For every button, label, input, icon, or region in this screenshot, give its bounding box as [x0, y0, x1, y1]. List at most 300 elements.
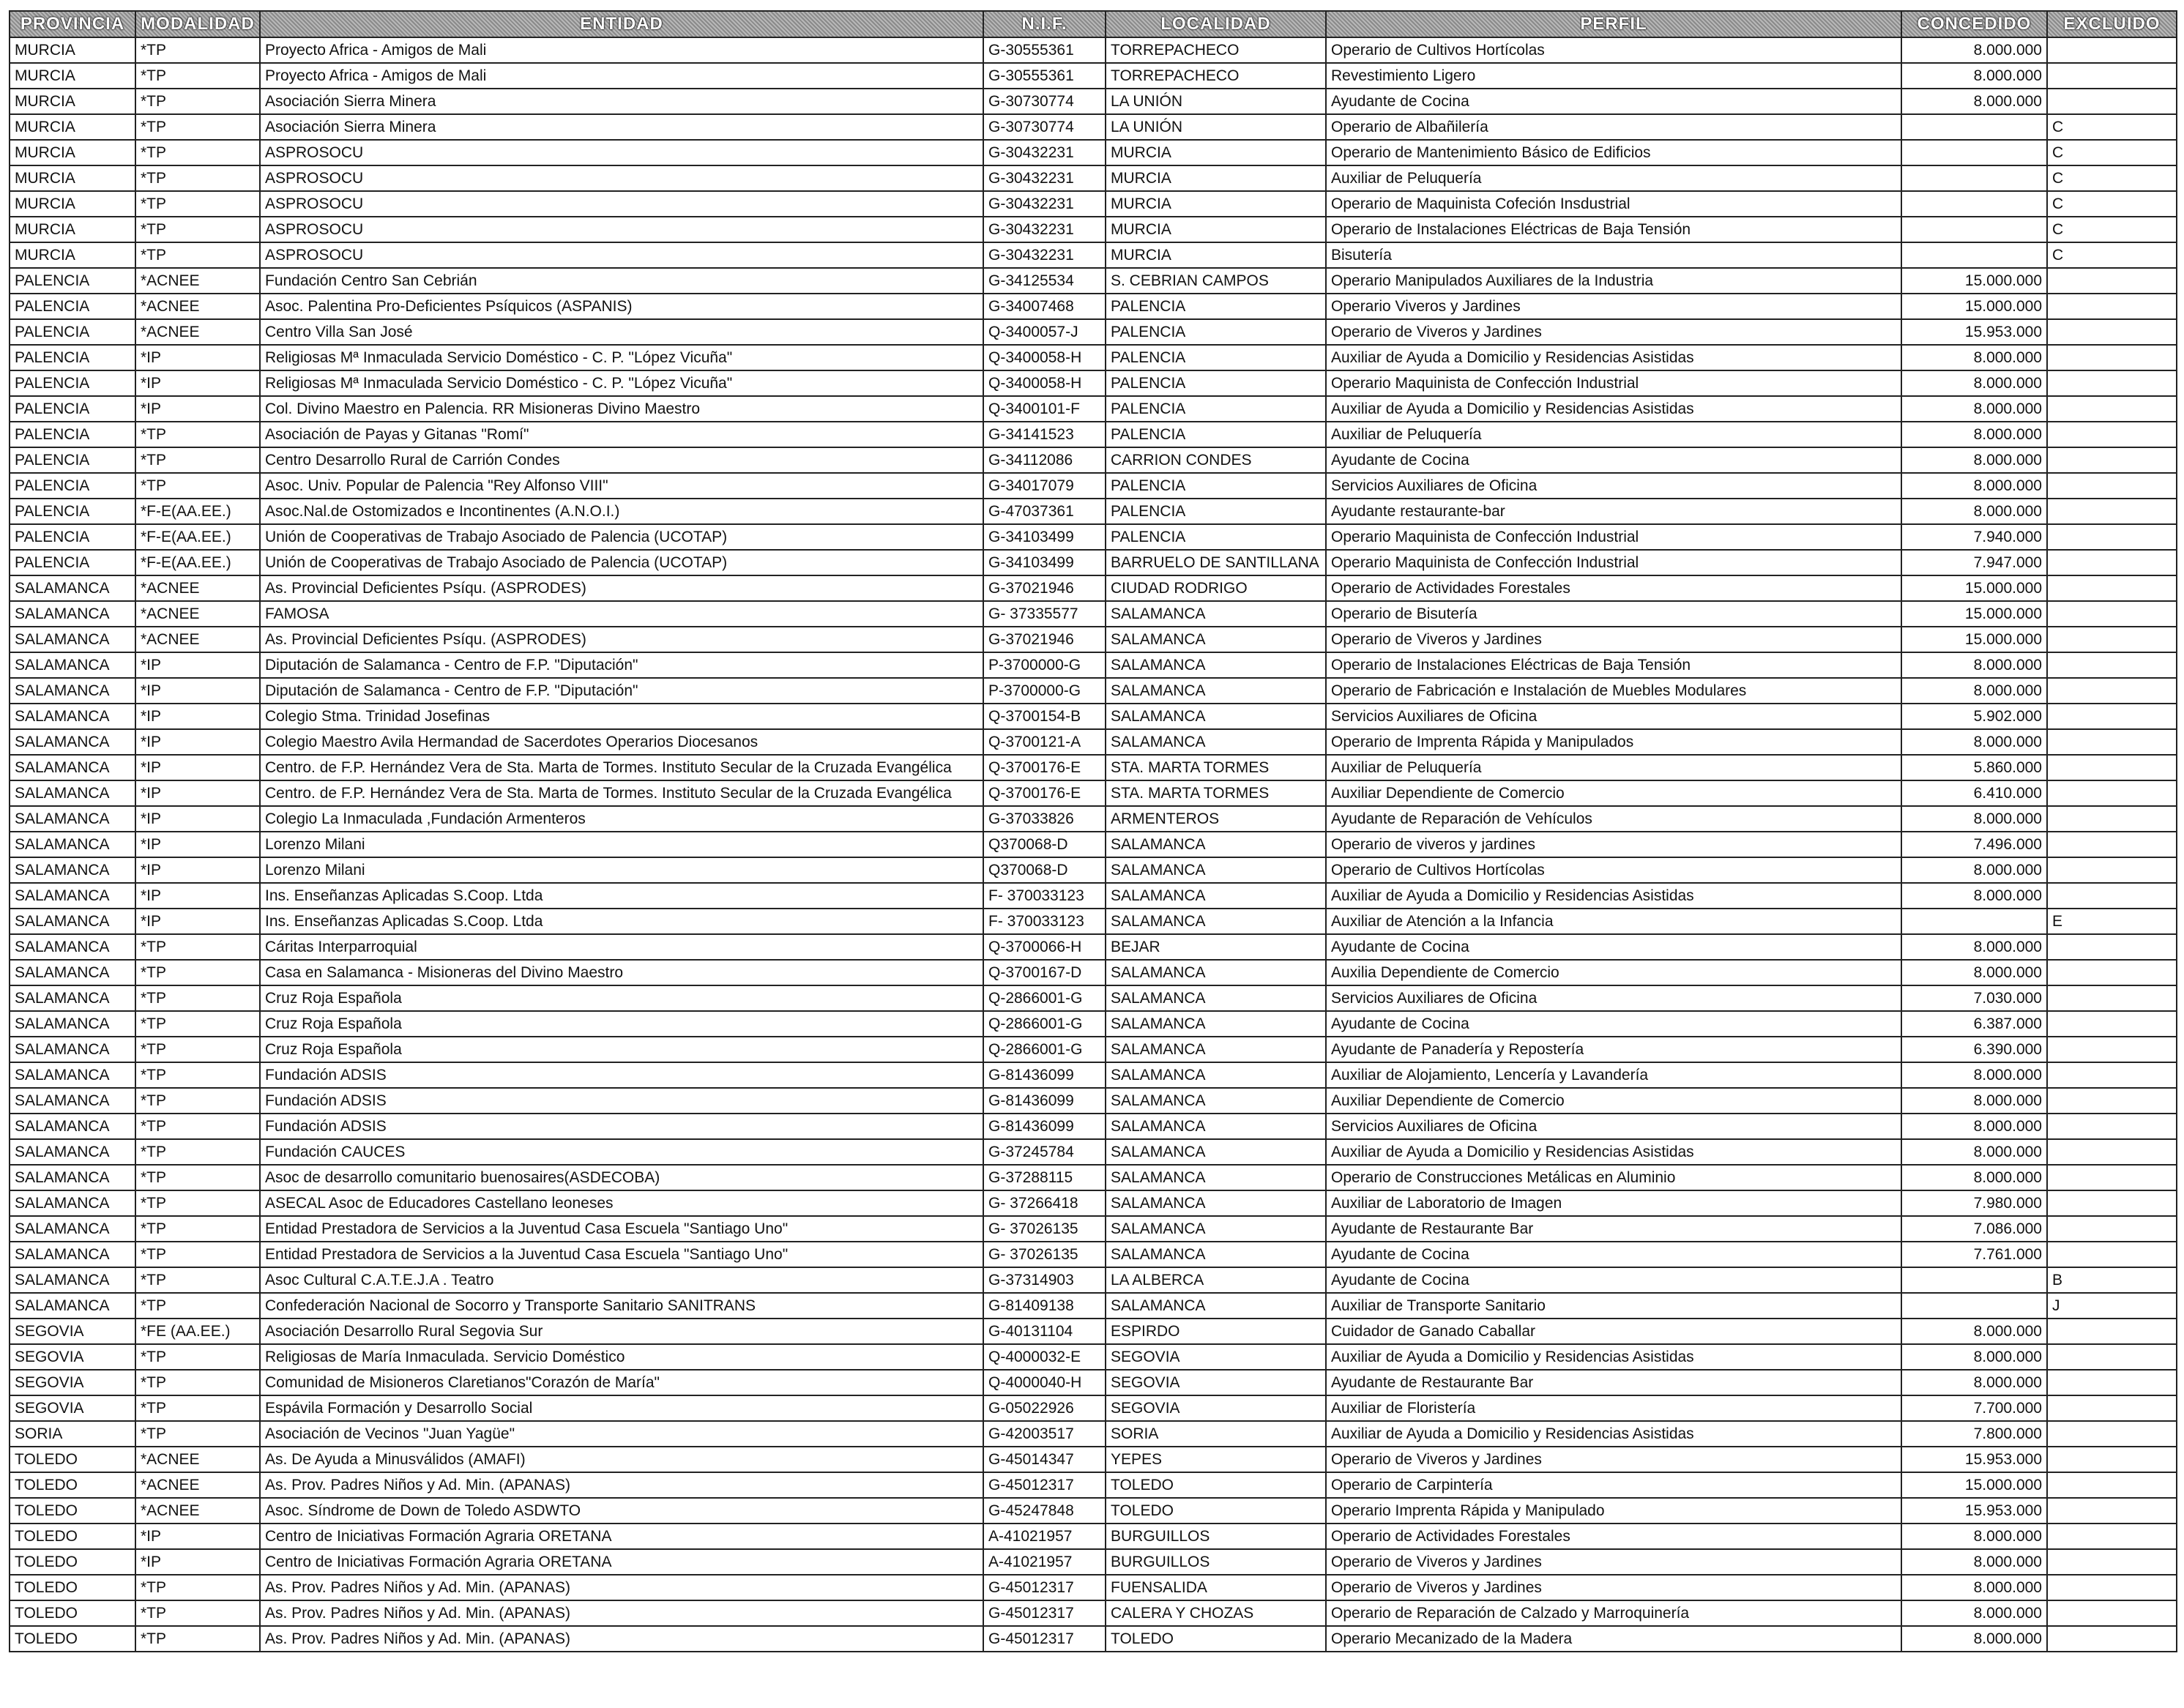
cell-concedido: 8.000.000 [1901, 1575, 2047, 1600]
cell-provincia: MURCIA [10, 140, 135, 165]
cell-perfil: Revestimiento Ligero [1326, 63, 1901, 89]
cell-nif: Q-3400058-H [983, 345, 1106, 370]
cell-nif: G-81436099 [983, 1114, 1106, 1139]
table-row [10, 678, 2177, 704]
cell-provincia: SALAMANCA [10, 960, 135, 985]
cell-nif: G-30432231 [983, 242, 1106, 268]
cell-concedido: 7.947.000 [1901, 550, 2047, 575]
header-excluido: EXCLUIDO [2047, 11, 2177, 37]
cell-nif: Q-3700176-E [983, 755, 1106, 780]
cell-concedido: 8.000.000 [1901, 729, 2047, 755]
cell-modalidad: *TP [135, 422, 260, 447]
cell-modalidad: *IP [135, 883, 260, 909]
cell-modalidad: *TP [135, 165, 260, 191]
cell-nif: F- 370033123 [983, 909, 1106, 934]
cell-provincia: PALENCIA [10, 345, 135, 370]
cell-nif: G- 37026135 [983, 1242, 1106, 1267]
cell-modalidad: *TP [135, 1062, 260, 1088]
cell-perfil: Operario de Viveros y Jardines [1326, 1549, 1901, 1575]
cell-excluido [2047, 806, 2177, 832]
cell-nif: A-41021957 [983, 1549, 1106, 1575]
cell-entidad: Centro. de F.P. Hernández Vera de Sta. Marta de Tormes. Instituto Secular de la Cruzada Evangélica [260, 755, 983, 780]
cell-modalidad: *IP [135, 909, 260, 934]
table-row [10, 857, 2177, 883]
cell-provincia: TOLEDO [10, 1524, 135, 1549]
cell-nif: G-30730774 [983, 89, 1106, 114]
cell-provincia: SALAMANCA [10, 1088, 135, 1114]
cell-localidad: YEPES [1106, 1447, 1326, 1472]
cell-excluido [2047, 1626, 2177, 1652]
cell-perfil: Operario Maquinista de Confección Industrial [1326, 524, 1901, 550]
table-row [10, 140, 2177, 165]
cell-localidad: PALENCIA [1106, 422, 1326, 447]
cell-entidad: Cruz Roja Española [260, 1011, 983, 1037]
cell-concedido: 8.000.000 [1901, 37, 2047, 63]
cell-perfil: Operario de Viveros y Jardines [1326, 319, 1901, 345]
cell-excluido [2047, 294, 2177, 319]
cell-nif: G- 37266418 [983, 1190, 1106, 1216]
cell-concedido: 7.980.000 [1901, 1190, 2047, 1216]
cell-excluido [2047, 63, 2177, 89]
cell-perfil: Operario de Albañilería [1326, 114, 1901, 140]
cell-concedido: 5.902.000 [1901, 704, 2047, 729]
cell-nif: G-34103499 [983, 550, 1106, 575]
cell-excluido [2047, 1114, 2177, 1139]
cell-concedido: 7.496.000 [1901, 832, 2047, 857]
cell-nif: G-30555361 [983, 37, 1106, 63]
cell-nif: G-05022926 [983, 1395, 1106, 1421]
table-row [10, 1139, 2177, 1165]
cell-entidad: As. Prov. Padres Niños y Ad. Min. (APANAS) [260, 1575, 983, 1600]
table-row [10, 780, 2177, 806]
cell-perfil: Operario Viveros y Jardines [1326, 294, 1901, 319]
cell-perfil: Auxiliar de Alojamiento, Lencería y Lavandería [1326, 1062, 1901, 1088]
cell-entidad: Diputación de Salamanca - Centro de F.P. "Diputación" [260, 652, 983, 678]
cell-concedido: 15.000.000 [1901, 627, 2047, 652]
cell-entidad: As. De Ayuda a Minusválidos (AMAFI) [260, 1447, 983, 1472]
cell-provincia: SALAMANCA [10, 1216, 135, 1242]
cell-nif: G-30432231 [983, 140, 1106, 165]
cell-provincia: PALENCIA [10, 422, 135, 447]
table-row [10, 755, 2177, 780]
cell-excluido [2047, 345, 2177, 370]
cell-provincia: SALAMANCA [10, 1293, 135, 1319]
cell-nif: G-45012317 [983, 1575, 1106, 1600]
cell-localidad: SALAMANCA [1106, 960, 1326, 985]
cell-nif: P-3700000-G [983, 652, 1106, 678]
table-row [10, 1293, 2177, 1319]
cell-perfil: Operario de Carpintería [1326, 1472, 1901, 1498]
cell-perfil: Ayudante de Cocina [1326, 1267, 1901, 1293]
cell-concedido: 7.800.000 [1901, 1421, 2047, 1447]
table-row [10, 165, 2177, 191]
cell-provincia: SEGOVIA [10, 1370, 135, 1395]
header-modalidad: MODALIDAD [135, 11, 260, 37]
cell-provincia: TOLEDO [10, 1575, 135, 1600]
cell-perfil: Bisutería [1326, 242, 1901, 268]
cell-provincia: TOLEDO [10, 1549, 135, 1575]
cell-localidad: PALENCIA [1106, 396, 1326, 422]
cell-nif: Q-4000040-H [983, 1370, 1106, 1395]
cell-modalidad: *TP [135, 1370, 260, 1395]
cell-entidad: Diputación de Salamanca - Centro de F.P. "Diputación" [260, 678, 983, 704]
cell-excluido [2047, 832, 2177, 857]
cell-excluido [2047, 934, 2177, 960]
cell-entidad: Cruz Roja Española [260, 985, 983, 1011]
cell-modalidad: *IP [135, 857, 260, 883]
cell-excluido [2047, 1498, 2177, 1524]
cell-concedido [1901, 165, 2047, 191]
cell-localidad: STA. MARTA TORMES [1106, 780, 1326, 806]
cell-entidad: Proyecto Africa - Amigos de Mali [260, 63, 983, 89]
cell-excluido: C [2047, 140, 2177, 165]
cell-modalidad: *TP [135, 1395, 260, 1421]
cell-modalidad: *TP [135, 1114, 260, 1139]
cell-provincia: MURCIA [10, 242, 135, 268]
cell-modalidad: *TP [135, 1267, 260, 1293]
cell-perfil: Auxiliar de Ayuda a Domicilio y Residencias Asistidas [1326, 1421, 1901, 1447]
cell-excluido [2047, 1319, 2177, 1344]
cell-modalidad: *IP [135, 806, 260, 832]
cell-concedido: 8.000.000 [1901, 883, 2047, 909]
header-row [10, 11, 2177, 37]
cell-entidad: Cáritas Interparroquial [260, 934, 983, 960]
cell-perfil: Auxiliar de Ayuda a Domicilio y Residencias Asistidas [1326, 345, 1901, 370]
cell-concedido: 8.000.000 [1901, 473, 2047, 499]
cell-perfil: Operario de Bisutería [1326, 601, 1901, 627]
cell-modalidad: *TP [135, 242, 260, 268]
cell-provincia: SALAMANCA [10, 1037, 135, 1062]
cell-entidad: Asoc.Nal.de Ostomizados e Incontinentes (A.N.O.I.) [260, 499, 983, 524]
cell-excluido [2047, 1370, 2177, 1395]
cell-nif: G-81409138 [983, 1293, 1106, 1319]
table-row [10, 704, 2177, 729]
cell-excluido [2047, 370, 2177, 396]
cell-entidad: Colegio La Inmaculada ,Fundación Armenteros [260, 806, 983, 832]
cell-perfil: Auxiliar de Floristería [1326, 1395, 1901, 1421]
cell-perfil: Operario de Imprenta Rápida y Manipulados [1326, 729, 1901, 755]
cell-concedido: 15.953.000 [1901, 1498, 2047, 1524]
cell-provincia: MURCIA [10, 37, 135, 63]
cell-excluido [2047, 319, 2177, 345]
cell-modalidad: *IP [135, 678, 260, 704]
cell-entidad: Religiosas Mª Inmaculada Servicio Doméstico - C. P. "López Vicuña" [260, 345, 983, 370]
cell-concedido: 8.000.000 [1901, 499, 2047, 524]
table-row [10, 806, 2177, 832]
cell-concedido: 8.000.000 [1901, 1114, 2047, 1139]
cell-modalidad: *IP [135, 755, 260, 780]
cell-entidad: Asociación Sierra Minera [260, 89, 983, 114]
cell-localidad: CARRION CONDES [1106, 447, 1326, 473]
cell-localidad: SALAMANCA [1106, 1165, 1326, 1190]
cell-modalidad: *ACNEE [135, 575, 260, 601]
table-row [10, 37, 2177, 63]
cell-modalidad: *IP [135, 832, 260, 857]
cell-provincia: SALAMANCA [10, 755, 135, 780]
cell-concedido: 15.000.000 [1901, 268, 2047, 294]
cell-perfil: Auxiliar de Peluquería [1326, 165, 1901, 191]
cell-localidad: SALAMANCA [1106, 1088, 1326, 1114]
header-nif: N.I.F. [983, 11, 1106, 37]
cell-modalidad: *TP [135, 447, 260, 473]
cell-entidad: ASPROSOCU [260, 165, 983, 191]
cell-entidad: Asociación Sierra Minera [260, 114, 983, 140]
cell-entidad: Asoc Cultural C.A.T.E.J.A . Teatro [260, 1267, 983, 1293]
cell-provincia: SALAMANCA [10, 909, 135, 934]
table-row [10, 499, 2177, 524]
cell-provincia: SEGOVIA [10, 1395, 135, 1421]
table-row [10, 422, 2177, 447]
cell-concedido: 6.410.000 [1901, 780, 2047, 806]
cell-excluido [2047, 1600, 2177, 1626]
cell-perfil: Operario de Cultivos Hortícolas [1326, 857, 1901, 883]
cell-localidad: BARRUELO DE SANTILLANA [1106, 550, 1326, 575]
table-row [10, 1421, 2177, 1447]
cell-concedido: 8.000.000 [1901, 1626, 2047, 1652]
cell-localidad: SALAMANCA [1106, 678, 1326, 704]
cell-provincia: PALENCIA [10, 447, 135, 473]
cell-nif: Q-3400058-H [983, 370, 1106, 396]
cell-localidad: BEJAR [1106, 934, 1326, 960]
cell-excluido: C [2047, 191, 2177, 217]
cell-modalidad: *TP [135, 114, 260, 140]
cell-excluido: C [2047, 217, 2177, 242]
cell-modalidad: *TP [135, 1575, 260, 1600]
cell-localidad: SALAMANCA [1106, 652, 1326, 678]
table-row [10, 1447, 2177, 1472]
cell-provincia: SALAMANCA [10, 1267, 135, 1293]
cell-nif: G-34112086 [983, 447, 1106, 473]
cell-perfil: Auxiliar de Peluquería [1326, 755, 1901, 780]
cell-concedido: 7.940.000 [1901, 524, 2047, 550]
cell-perfil: Operario de Viveros y Jardines [1326, 1447, 1901, 1472]
table-row [10, 268, 2177, 294]
cell-provincia: SALAMANCA [10, 832, 135, 857]
cell-localidad: PALENCIA [1106, 345, 1326, 370]
cell-entidad: Proyecto Africa - Amigos de Mali [260, 37, 983, 63]
cell-nif: F- 370033123 [983, 883, 1106, 909]
cell-localidad: SALAMANCA [1106, 1242, 1326, 1267]
cell-entidad: As. Prov. Padres Niños y Ad. Min. (APANAS) [260, 1600, 983, 1626]
cell-excluido [2047, 473, 2177, 499]
cell-nif: G-30432231 [983, 191, 1106, 217]
cell-nif: Q-3400101-F [983, 396, 1106, 422]
cell-perfil: Operario Mecanizado de la Madera [1326, 1626, 1901, 1652]
table-row [10, 319, 2177, 345]
cell-concedido [1901, 909, 2047, 934]
cell-modalidad: *F-E(AA.EE.) [135, 524, 260, 550]
cell-nif: Q-2866001-G [983, 985, 1106, 1011]
cell-modalidad: *TP [135, 89, 260, 114]
table-row [10, 1575, 2177, 1600]
cell-modalidad: *ACNEE [135, 1447, 260, 1472]
cell-perfil: Operario de Actividades Forestales [1326, 575, 1901, 601]
table-row [10, 1037, 2177, 1062]
cell-excluido [2047, 678, 2177, 704]
cell-nif: G-45247848 [983, 1498, 1106, 1524]
cell-provincia: SALAMANCA [10, 1165, 135, 1190]
cell-provincia: SORIA [10, 1421, 135, 1447]
table-row [10, 1088, 2177, 1114]
table-row [10, 1370, 2177, 1395]
cell-localidad: MURCIA [1106, 165, 1326, 191]
cell-localidad: BURGUILLOS [1106, 1549, 1326, 1575]
cell-nif: G-30432231 [983, 217, 1106, 242]
cell-provincia: SALAMANCA [10, 1011, 135, 1037]
table-row [10, 370, 2177, 396]
cell-provincia: PALENCIA [10, 550, 135, 575]
cell-excluido: B [2047, 1267, 2177, 1293]
cell-modalidad: *TP [135, 1139, 260, 1165]
cell-localidad: SALAMANCA [1106, 1190, 1326, 1216]
cell-perfil: Servicios Auxiliares de Oficina [1326, 1114, 1901, 1139]
cell-modalidad: *IP [135, 704, 260, 729]
cell-perfil: Auxilia Dependiente de Comercio [1326, 960, 1901, 985]
cell-localidad: LA UNIÓN [1106, 114, 1326, 140]
cell-localidad: SALAMANCA [1106, 1139, 1326, 1165]
cell-entidad: Colegio Maestro Avila Hermandad de Sacerdotes Operarios Diocesanos [260, 729, 983, 755]
cell-excluido [2047, 1216, 2177, 1242]
cell-entidad: ASECAL Asoc de Educadores Castellano leoneses [260, 1190, 983, 1216]
cell-excluido [2047, 780, 2177, 806]
cell-perfil: Operario de Fabricación e Instalación de Muebles Modulares [1326, 678, 1901, 704]
cell-entidad: Centro. de F.P. Hernández Vera de Sta. Marta de Tormes. Instituto Secular de la Cruzada Evangélica [260, 780, 983, 806]
cell-concedido: 15.000.000 [1901, 601, 2047, 627]
cell-perfil: Auxiliar de Ayuda a Domicilio y Residencias Asistidas [1326, 1344, 1901, 1370]
cell-excluido [2047, 729, 2177, 755]
table-row [10, 550, 2177, 575]
cell-localidad: SALAMANCA [1106, 857, 1326, 883]
cell-provincia: PALENCIA [10, 294, 135, 319]
table-row [10, 1242, 2177, 1267]
cell-excluido: E [2047, 909, 2177, 934]
cell-provincia: SALAMANCA [10, 806, 135, 832]
table-row [10, 1524, 2177, 1549]
cell-nif: Q-3700066-H [983, 934, 1106, 960]
cell-concedido: 8.000.000 [1901, 1088, 2047, 1114]
cell-nif: G-30730774 [983, 114, 1106, 140]
cell-localidad: LA ALBERCA [1106, 1267, 1326, 1293]
cell-modalidad: *TP [135, 960, 260, 985]
cell-concedido: 8.000.000 [1901, 1062, 2047, 1088]
cell-localidad: SALAMANCA [1106, 729, 1326, 755]
cell-modalidad: *ACNEE [135, 319, 260, 345]
cell-entidad: Religiosas de María Inmaculada. Servicio Doméstico [260, 1344, 983, 1370]
table-row [10, 294, 2177, 319]
cell-nif: G-37245784 [983, 1139, 1106, 1165]
cell-modalidad: *TP [135, 140, 260, 165]
cell-modalidad: *TP [135, 1190, 260, 1216]
cell-localidad: SEGOVIA [1106, 1370, 1326, 1395]
cell-entidad: Ins. Enseñanzas Aplicadas S.Coop. Ltda [260, 883, 983, 909]
table-row [10, 985, 2177, 1011]
table-row [10, 1319, 2177, 1344]
cell-modalidad: *TP [135, 473, 260, 499]
cell-modalidad: *F-E(AA.EE.) [135, 550, 260, 575]
table-body [10, 37, 2177, 1652]
cell-perfil: Auxiliar de Atención a la Infancia [1326, 909, 1901, 934]
cell-provincia: SALAMANCA [10, 857, 135, 883]
cell-excluido [2047, 960, 2177, 985]
cell-excluido [2047, 268, 2177, 294]
cell-localidad: SALAMANCA [1106, 883, 1326, 909]
cell-perfil: Ayudante restaurante-bar [1326, 499, 1901, 524]
cell-modalidad: *ACNEE [135, 268, 260, 294]
cell-provincia: TOLEDO [10, 1447, 135, 1472]
cell-provincia: SALAMANCA [10, 1190, 135, 1216]
cell-perfil: Ayudante de Restaurante Bar [1326, 1370, 1901, 1395]
cell-excluido [2047, 1190, 2177, 1216]
cell-nif: G-81436099 [983, 1062, 1106, 1088]
table-row [10, 1600, 2177, 1626]
header-entidad: ENTIDAD [260, 11, 983, 37]
cell-nif: G-34141523 [983, 422, 1106, 447]
table-row [10, 729, 2177, 755]
cell-entidad: Fundación ADSIS [260, 1088, 983, 1114]
cell-provincia: MURCIA [10, 89, 135, 114]
cell-entidad: Centro de Iniciativas Formación Agraria ORETANA [260, 1549, 983, 1575]
table-row [10, 396, 2177, 422]
cell-entidad: FAMOSA [260, 601, 983, 627]
cell-localidad: CALERA Y CHOZAS [1106, 1600, 1326, 1626]
cell-modalidad: *ACNEE [135, 627, 260, 652]
cell-localidad: TOLEDO [1106, 1472, 1326, 1498]
cell-concedido: 8.000.000 [1901, 857, 2047, 883]
cell-provincia: TOLEDO [10, 1626, 135, 1652]
cell-excluido [2047, 1447, 2177, 1472]
cell-excluido [2047, 1549, 2177, 1575]
cell-nif: Q370068-D [983, 832, 1106, 857]
cell-entidad: Fundación CAUCES [260, 1139, 983, 1165]
cell-perfil: Operario Maquinista de Confección Industrial [1326, 370, 1901, 396]
cell-concedido: 8.000.000 [1901, 1549, 2047, 1575]
cell-nif: Q-3700167-D [983, 960, 1106, 985]
cell-nif: A-41021957 [983, 1524, 1106, 1549]
table-row [10, 1165, 2177, 1190]
cell-nif: G-45012317 [983, 1626, 1106, 1652]
cell-modalidad: *IP [135, 1524, 260, 1549]
cell-localidad: SALAMANCA [1106, 704, 1326, 729]
cell-perfil: Ayudante de Panadería y Repostería [1326, 1037, 1901, 1062]
cell-modalidad: *TP [135, 63, 260, 89]
cell-nif: G-37314903 [983, 1267, 1106, 1293]
cell-concedido: 8.000.000 [1901, 1370, 2047, 1395]
cell-provincia: SALAMANCA [10, 704, 135, 729]
cell-entidad: Col. Divino Maestro en Palencia. RR Misioneras Divino Maestro [260, 396, 983, 422]
cell-localidad: TOLEDO [1106, 1626, 1326, 1652]
cell-localidad: SALAMANCA [1106, 832, 1326, 857]
cell-localidad: MURCIA [1106, 242, 1326, 268]
cell-entidad: Unión de Cooperativas de Trabajo Asociado de Palencia (UCOTAP) [260, 524, 983, 550]
cell-excluido [2047, 575, 2177, 601]
table-row [10, 191, 2177, 217]
cell-provincia: SALAMANCA [10, 934, 135, 960]
table-row [10, 627, 2177, 652]
cell-provincia: PALENCIA [10, 268, 135, 294]
cell-localidad: SALAMANCA [1106, 909, 1326, 934]
cell-nif: G-37033826 [983, 806, 1106, 832]
cell-nif: G-34125534 [983, 268, 1106, 294]
cell-localidad: SEGOVIA [1106, 1395, 1326, 1421]
cell-concedido: 6.387.000 [1901, 1011, 2047, 1037]
cell-nif: Q-3700121-A [983, 729, 1106, 755]
cell-modalidad: *IP [135, 729, 260, 755]
cell-concedido [1901, 242, 2047, 268]
cell-nif: G-37021946 [983, 627, 1106, 652]
cell-modalidad: *ACNEE [135, 601, 260, 627]
cell-provincia: SALAMANCA [10, 627, 135, 652]
cell-localidad: PALENCIA [1106, 499, 1326, 524]
